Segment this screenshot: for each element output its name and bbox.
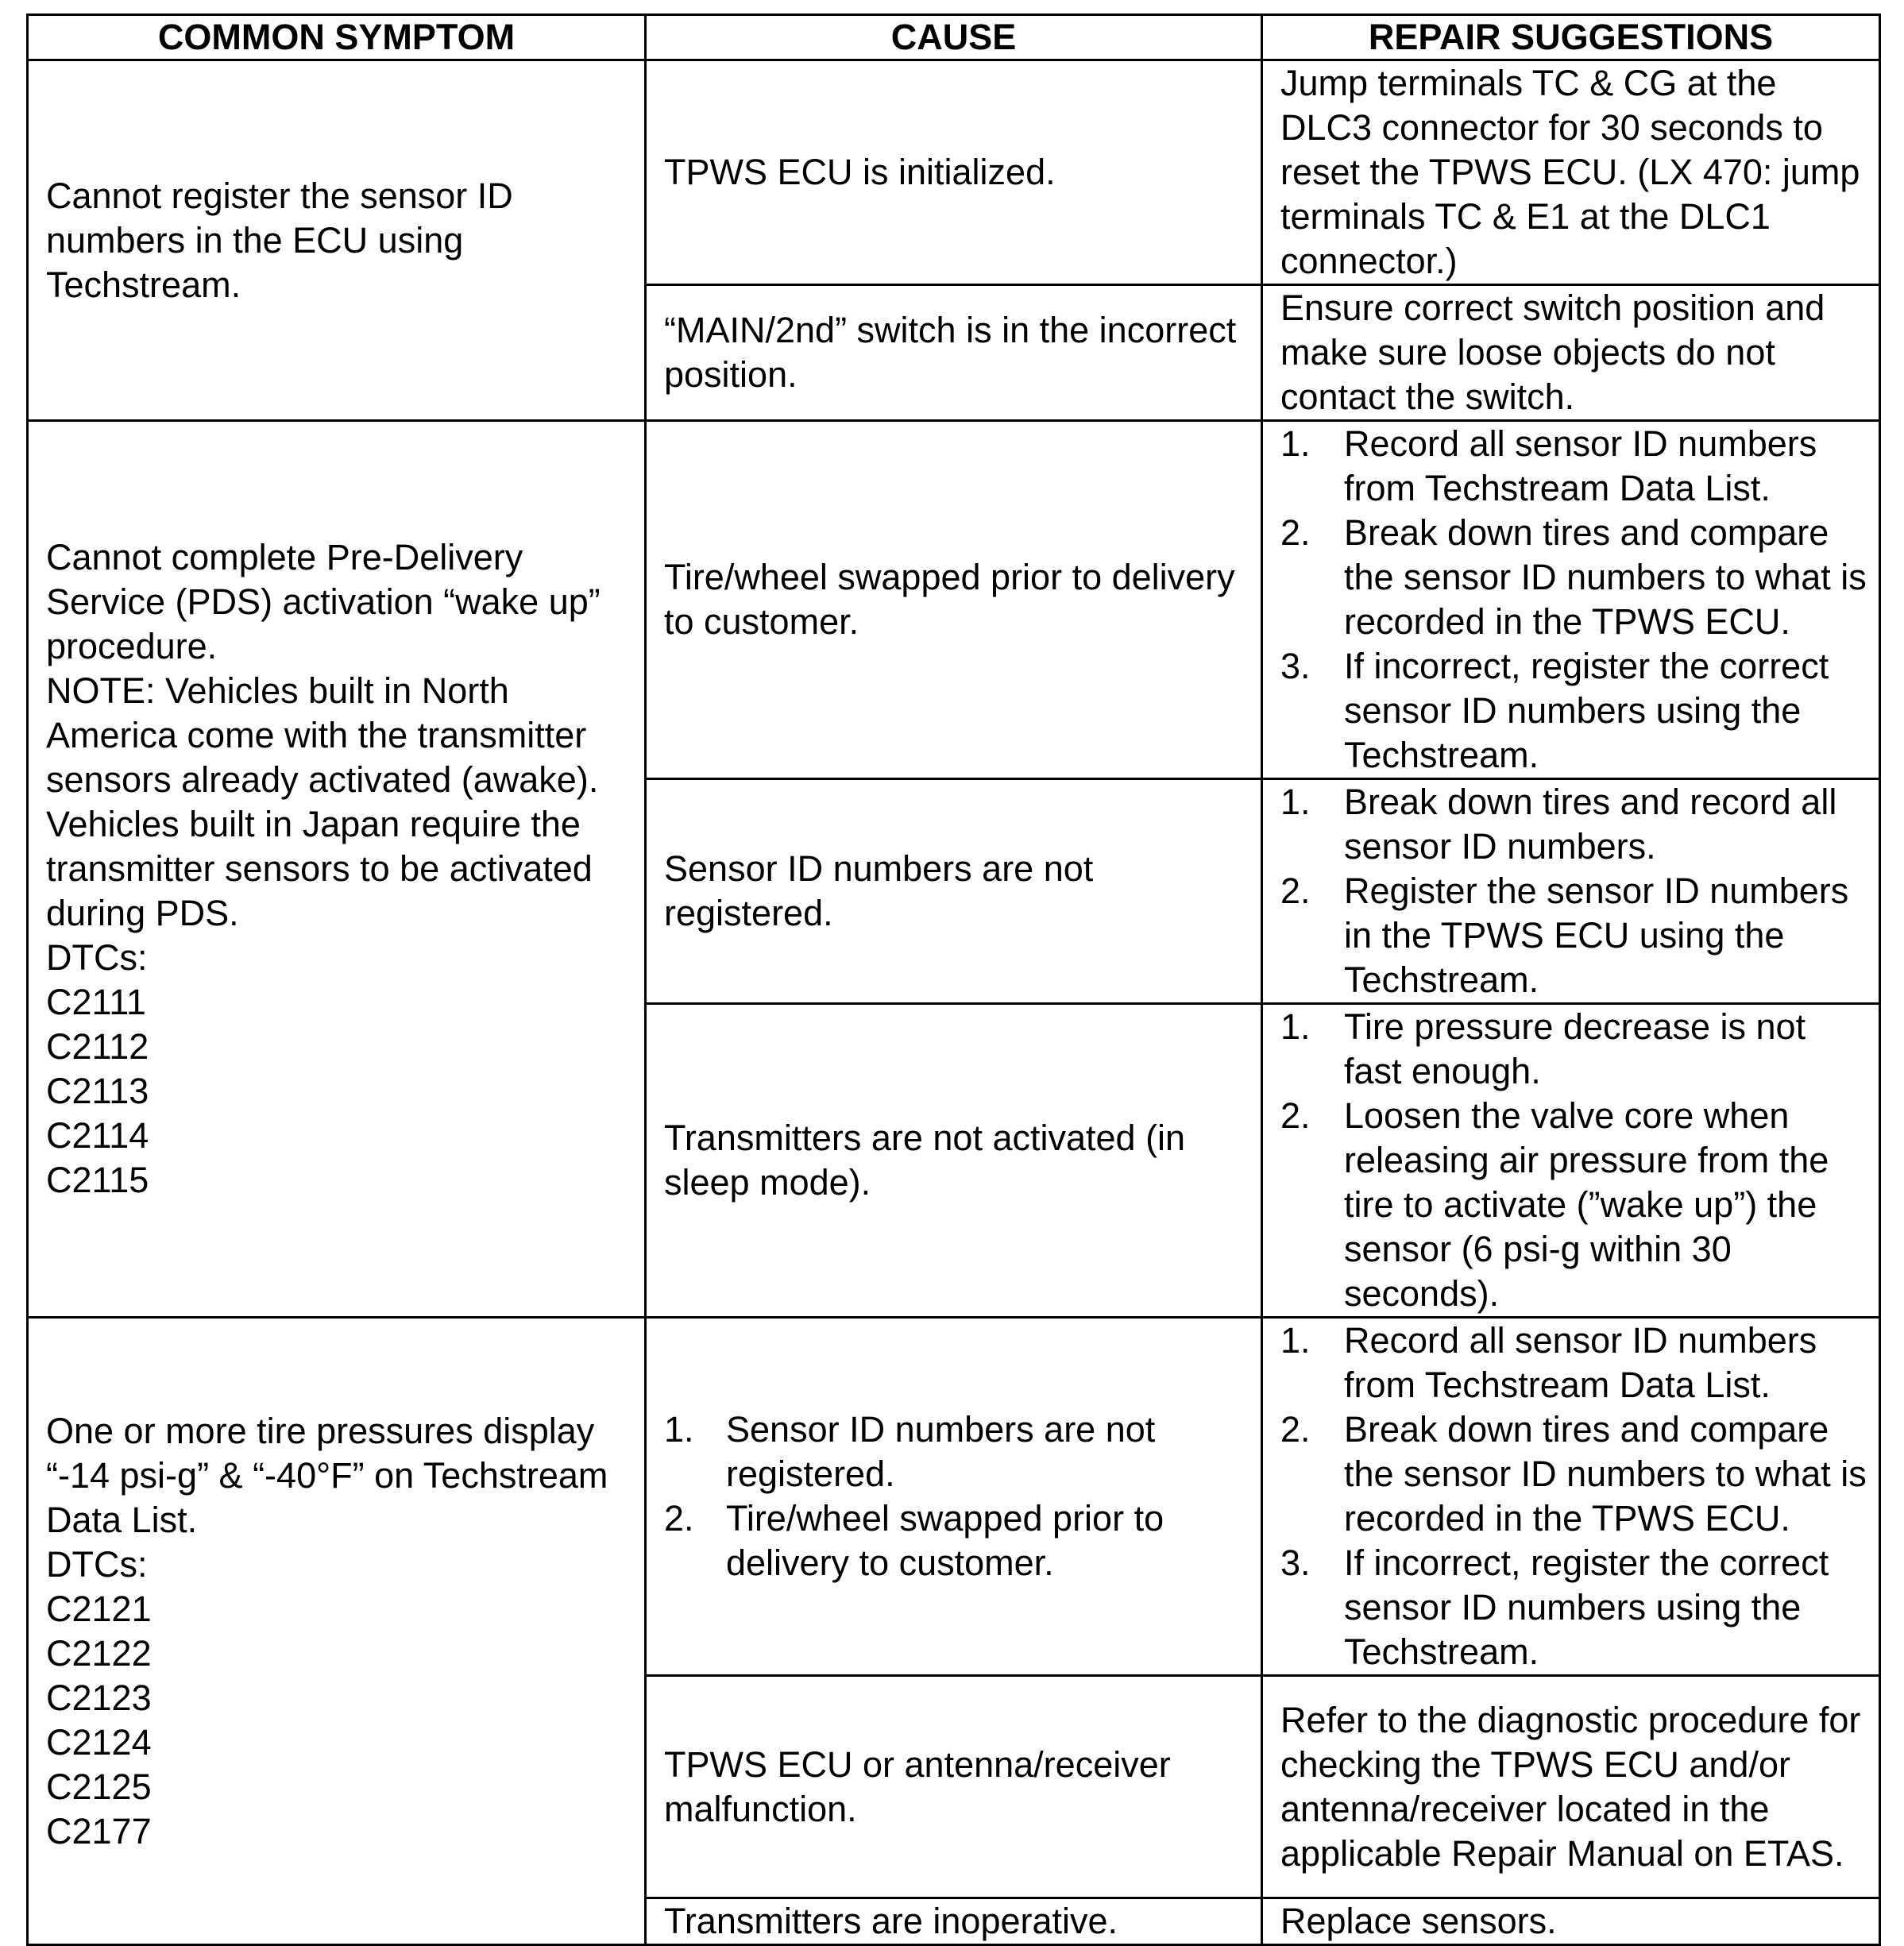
cause-text: Tire/wheel swapped prior to delivery to customer. — [664, 557, 1235, 642]
list-item: 2. Loosen the valve core when releasing air pressure from the tire to activate (”wake up”) the sensor (6 psi-g within 30 seconds). — [1280, 1095, 1829, 1314]
list-item: 2. Tire/wheel swapped prior to delivery to customer. — [664, 1498, 1164, 1583]
repair-steps — [1280, 422, 1871, 778]
list-item: 3. If incorrect, register the correct sensor ID numbers using the Techstream. — [1280, 646, 1829, 775]
list-item: 1. Tire pressure decrease is not fast enough. — [1280, 1006, 1806, 1091]
cause-cell — [646, 1676, 1262, 1898]
dtc-code: C2125 — [46, 1766, 152, 1807]
dtc-code: C2123 — [46, 1677, 152, 1718]
list-item: 2. Register the sensor ID numbers in the TPWS ECU using the Techstream. — [1280, 871, 1849, 1000]
cause-text: TPWS ECU is initialized. — [664, 152, 1056, 192]
cause-cell — [646, 1004, 1262, 1318]
repair-cell — [1262, 1676, 1880, 1898]
dtc-label: DTCs: — [46, 1543, 148, 1585]
dtc-code: C2112 — [46, 1026, 149, 1067]
symptom-note: NOTE: Vehicles built in North America come with the transmitter sensors already activated (awake). Vehicles built in Japan require the transmitter sensors to be activated during PDS. — [46, 670, 599, 933]
cause-text: Transmitters are inoperative. — [664, 1901, 1118, 1941]
list-item: 1. Sensor ID numbers are not registered. — [664, 1409, 1156, 1494]
troubleshooting-table — [26, 14, 1881, 1946]
list-item: 1. Record all sensor ID numbers from Techstream Data List. — [1280, 423, 1817, 508]
dtc-code: C2121 — [46, 1588, 152, 1629]
cause-cell — [646, 60, 1262, 285]
dtc-code: C2114 — [46, 1115, 149, 1156]
repair-text: Ensure correct switch position and make sure loose objects do not contact the switch. — [1280, 288, 1825, 417]
repair-cell — [1262, 1004, 1880, 1318]
repair-cell — [1262, 1318, 1880, 1676]
cause-cell — [646, 1318, 1262, 1676]
dtc-code: C2177 — [46, 1810, 152, 1851]
dtc-code: C2122 — [46, 1632, 152, 1674]
dtc-code: C2113 — [46, 1071, 149, 1111]
list-item: 2. Break down tires and compare the sensor ID numbers to what is recorded in the TPWS ECU. — [1280, 1409, 1867, 1539]
dtc-code: C2124 — [46, 1721, 152, 1763]
cause-text: Sensor ID numbers are not registered. — [664, 848, 1094, 933]
cause-cell — [646, 285, 1262, 421]
table-row — [28, 1318, 1880, 1676]
list-item: 1. Break down tires and record all sensor ID numbers. — [1280, 782, 1837, 867]
cause-text: “MAIN/2nd” switch is in the incorrect position. — [664, 310, 1237, 395]
symptom-cell — [28, 1318, 646, 1945]
header-repair-suggestions: REPAIR SUGGESTIONS — [1262, 15, 1880, 60]
symptom-text: Cannot register the sensor ID numbers in the ECU using Techstream. — [46, 175, 513, 305]
header-row — [28, 15, 1880, 60]
repair-cell — [1262, 421, 1880, 779]
symptom-text: Cannot complete Pre-Delivery Service (PDS) activation “wake up” procedure. — [46, 537, 601, 666]
symptom-cell — [28, 60, 646, 421]
cause-cell — [646, 1898, 1262, 1945]
repair-text: Refer to the diagnostic procedure for checking the TPWS ECU and/or antenna/receiver located in the applicable Repair Manual on ETAS. — [1280, 1699, 1861, 1874]
header-common-symptom: COMMON SYMPTOM — [28, 15, 646, 60]
repair-steps — [1280, 780, 1871, 1002]
table-row — [28, 421, 1880, 779]
repair-text: Replace sensors. — [1280, 1901, 1557, 1941]
repair-cell — [1262, 285, 1880, 421]
cause-list — [664, 1407, 1245, 1585]
repair-text: Jump terminals TC & CG at the DLC3 connector for 30 seconds to reset the TPWS ECU. (LX 470: jump terminals TC & E1 at the DLC1 connector.) — [1280, 63, 1860, 281]
repair-cell — [1262, 779, 1880, 1004]
cause-cell — [646, 779, 1262, 1004]
dtc-code: C2111 — [46, 982, 146, 1022]
symptom-text: One or more tire pressures display “-14 psi-g” & “-40°F” on Techstream Data List. — [46, 1410, 608, 1540]
dtc-label: DTCs: — [46, 937, 148, 978]
list-item: 2. Break down tires and compare the sensor ID numbers to what is recorded in the TPWS ECU. — [1280, 512, 1867, 642]
table-row — [28, 60, 1880, 285]
repair-cell — [1262, 1898, 1880, 1945]
cause-text: Transmitters are not activated (in sleep mode). — [664, 1118, 1186, 1203]
repair-cell — [1262, 60, 1880, 285]
header-cause: CAUSE — [646, 15, 1262, 60]
list-item: 3. If incorrect, register the correct sensor ID numbers using the Techstream. — [1280, 1543, 1829, 1672]
dtc-code: C2115 — [46, 1160, 149, 1200]
repair-steps — [1280, 1005, 1871, 1316]
symptom-cell — [28, 421, 646, 1318]
cause-cell — [646, 421, 1262, 779]
list-item: 1. Record all sensor ID numbers from Techstream Data List. — [1280, 1320, 1817, 1405]
cause-text: TPWS ECU or antenna/receiver malfunction. — [664, 1743, 1171, 1829]
repair-steps — [1280, 1319, 1871, 1674]
